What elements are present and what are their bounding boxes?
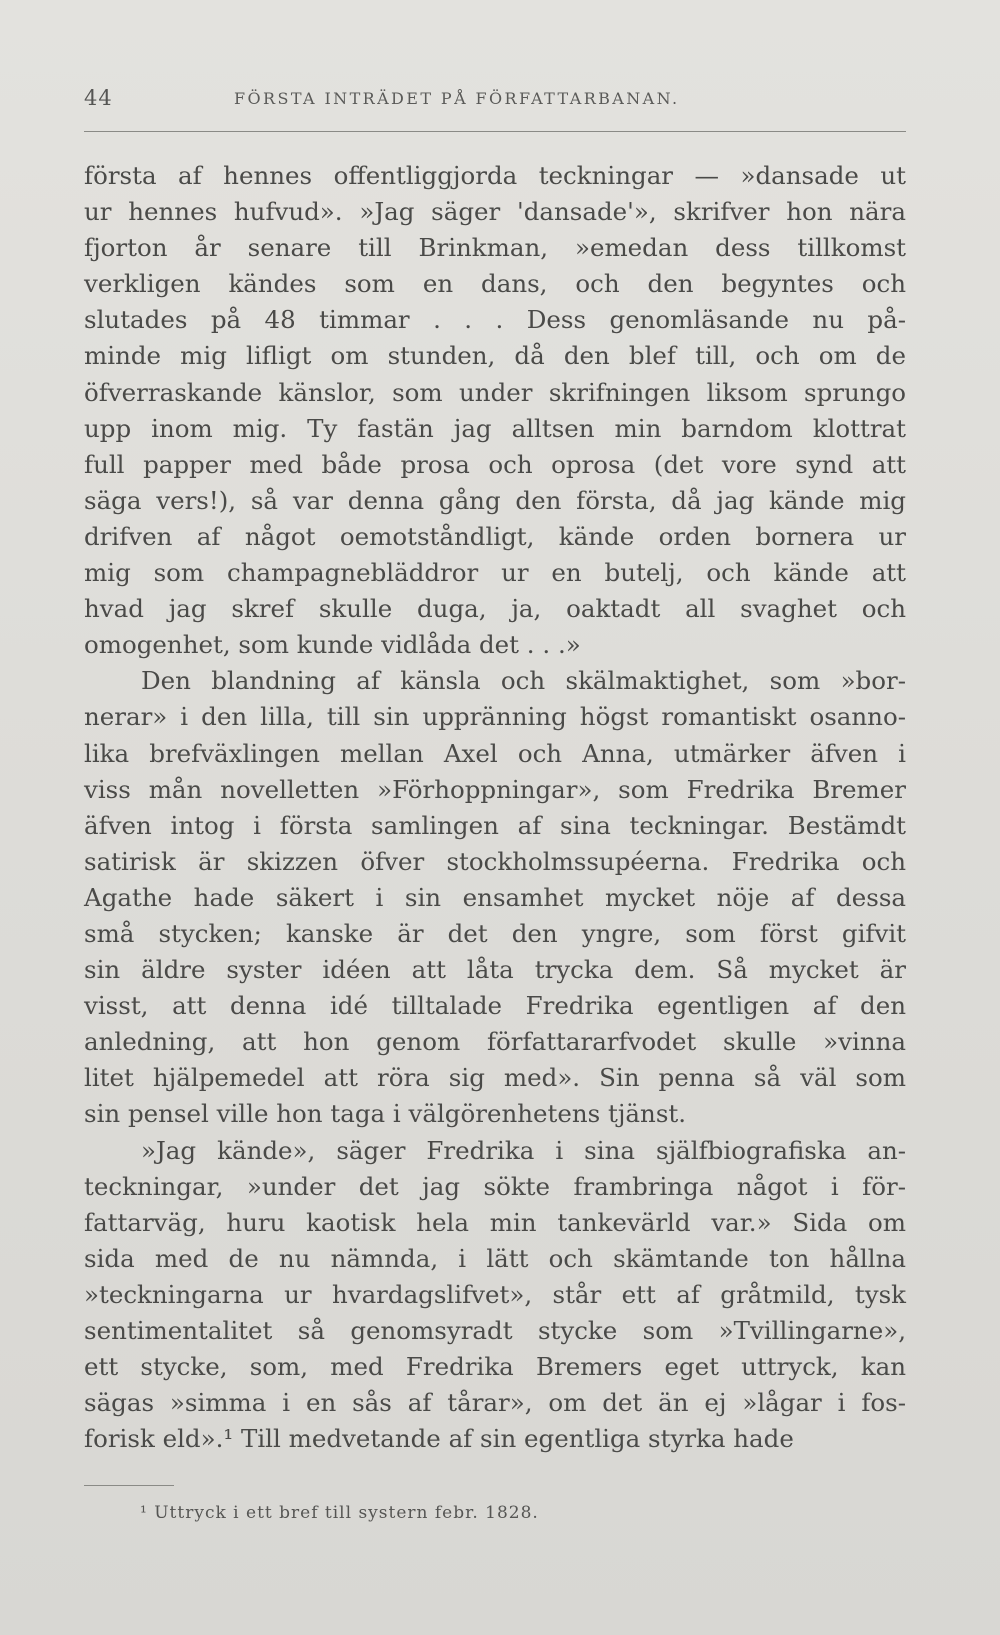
- text-line: Agathe hade säkert i sin ensamhet mycket nöje af dessa: [84, 882, 906, 912]
- page-number: 44: [84, 86, 113, 110]
- text-line: anledning, att hon genom författararfvodet skulle »vinna: [84, 1027, 906, 1057]
- text-line: ett stycke, som, med Fredrika Bremers eget uttryck, kan: [84, 1352, 906, 1382]
- text-line: öfverraskande känslor, som under skrifningen liksom sprungo: [84, 377, 906, 407]
- text-line: sentimentalitet så genomsyradt stycke som »Tvillingarne»,: [84, 1316, 906, 1345]
- text-line: teckningar, »under det jag sökte frambringa något i för-: [84, 1171, 906, 1201]
- footnote: ¹ Uttryck i ett bref till systern febr. 1828.: [140, 1503, 539, 1523]
- text-line: verkligen kändes som en dans, och den begyntes och: [84, 269, 906, 299]
- text-line: viss mån novelletten »Förhoppningar», som Fredrika Bremer: [84, 774, 906, 804]
- text-line: sin äldre syster idéen att låta trycka dem. Så mycket är: [84, 955, 906, 985]
- text-line: litet hjälpemedel att röra sig med». Sin penna så väl som: [84, 1063, 906, 1093]
- text-line: sägas »simma i en sås af tårar», om det än ej »lågar i fos-: [84, 1388, 906, 1418]
- header-rule: [84, 131, 906, 132]
- text-line: omogenhet, som kunde vidlåda det . . .»: [84, 630, 581, 660]
- text-line: små stycken; kanske är det den yngre, som först gifvit: [84, 918, 906, 948]
- text-line: full papper med både prosa och oprosa (det vore synd att: [84, 449, 906, 479]
- text-line: lika brefväxlingen mellan Axel och Anna, utmärker äfven i: [84, 738, 906, 768]
- text-line: nerar» i den lilla, till sin uppränning högst romantiskt osanno-: [84, 702, 906, 732]
- text-line: slutades på 48 timmar . . . Dess genomläsande nu på-: [84, 305, 906, 335]
- text-line: satirisk är skizzen öfver stockholmssupéerna. Fredrika och: [84, 846, 906, 876]
- text-line: mig som champagnebläddror ur en butelj, och kände att: [84, 558, 906, 588]
- text-line: säga vers!), så var denna gång den första, då jag kände mig: [84, 485, 906, 515]
- text-line: fattarväg, huru kaotisk hela min tankevärld var.» Sida om: [84, 1207, 906, 1237]
- page-header: [84, 86, 910, 120]
- text-line: drifven af något oemotståndligt, kände orden bornera ur: [84, 521, 906, 551]
- text-line: minde mig lifligt om stunden, då den blef till, och om de: [84, 341, 906, 371]
- text-line: sida med de nu nämnda, i lätt och skämtande ton hållna: [84, 1243, 906, 1273]
- text-line: visst, att denna idé tilltalade Fredrika egentligen af den: [84, 991, 906, 1021]
- text-line: sin pensel ville hon taga i välgörenhetens tjänst.: [84, 1099, 687, 1129]
- text-line: fjorton år senare till Brinkman, »emedan dess tillkomst: [84, 233, 906, 263]
- text-line: första af hennes offentliggjorda teckningar — »dansade ut: [84, 161, 906, 190]
- text-line: Den blandning af känsla och skälmaktighet, som »bor-: [141, 666, 906, 696]
- text-line: hvad jag skref skulle duga, ja, oaktadt all svaghet och: [84, 594, 906, 624]
- text-line: upp inom mig. Ty fastän jag alltsen min barndom klottrat: [84, 413, 906, 443]
- text-line: äfven intog i första samlingen af sina teckningar. Bestämdt: [84, 810, 906, 840]
- body-text: [84, 158, 906, 1457]
- text-line: »teckningarna ur hvardagslifvet», står ett af gråtmild, tysk: [84, 1279, 906, 1309]
- running-title: FÖRSTA INTRÄDET PÅ FÖRFATTARBANAN.: [234, 89, 680, 108]
- text-line: ur hennes hufvud». »Jag säger 'dansade'», skrifver hon nära: [84, 197, 906, 227]
- text-line: forisk eld».¹ Till medvetande af sin egentliga styrka hade: [84, 1424, 794, 1454]
- footnote-rule: [84, 1485, 174, 1486]
- text-line: »Jag kände», säger Fredrika i sina själfbiografiska an-: [141, 1135, 906, 1165]
